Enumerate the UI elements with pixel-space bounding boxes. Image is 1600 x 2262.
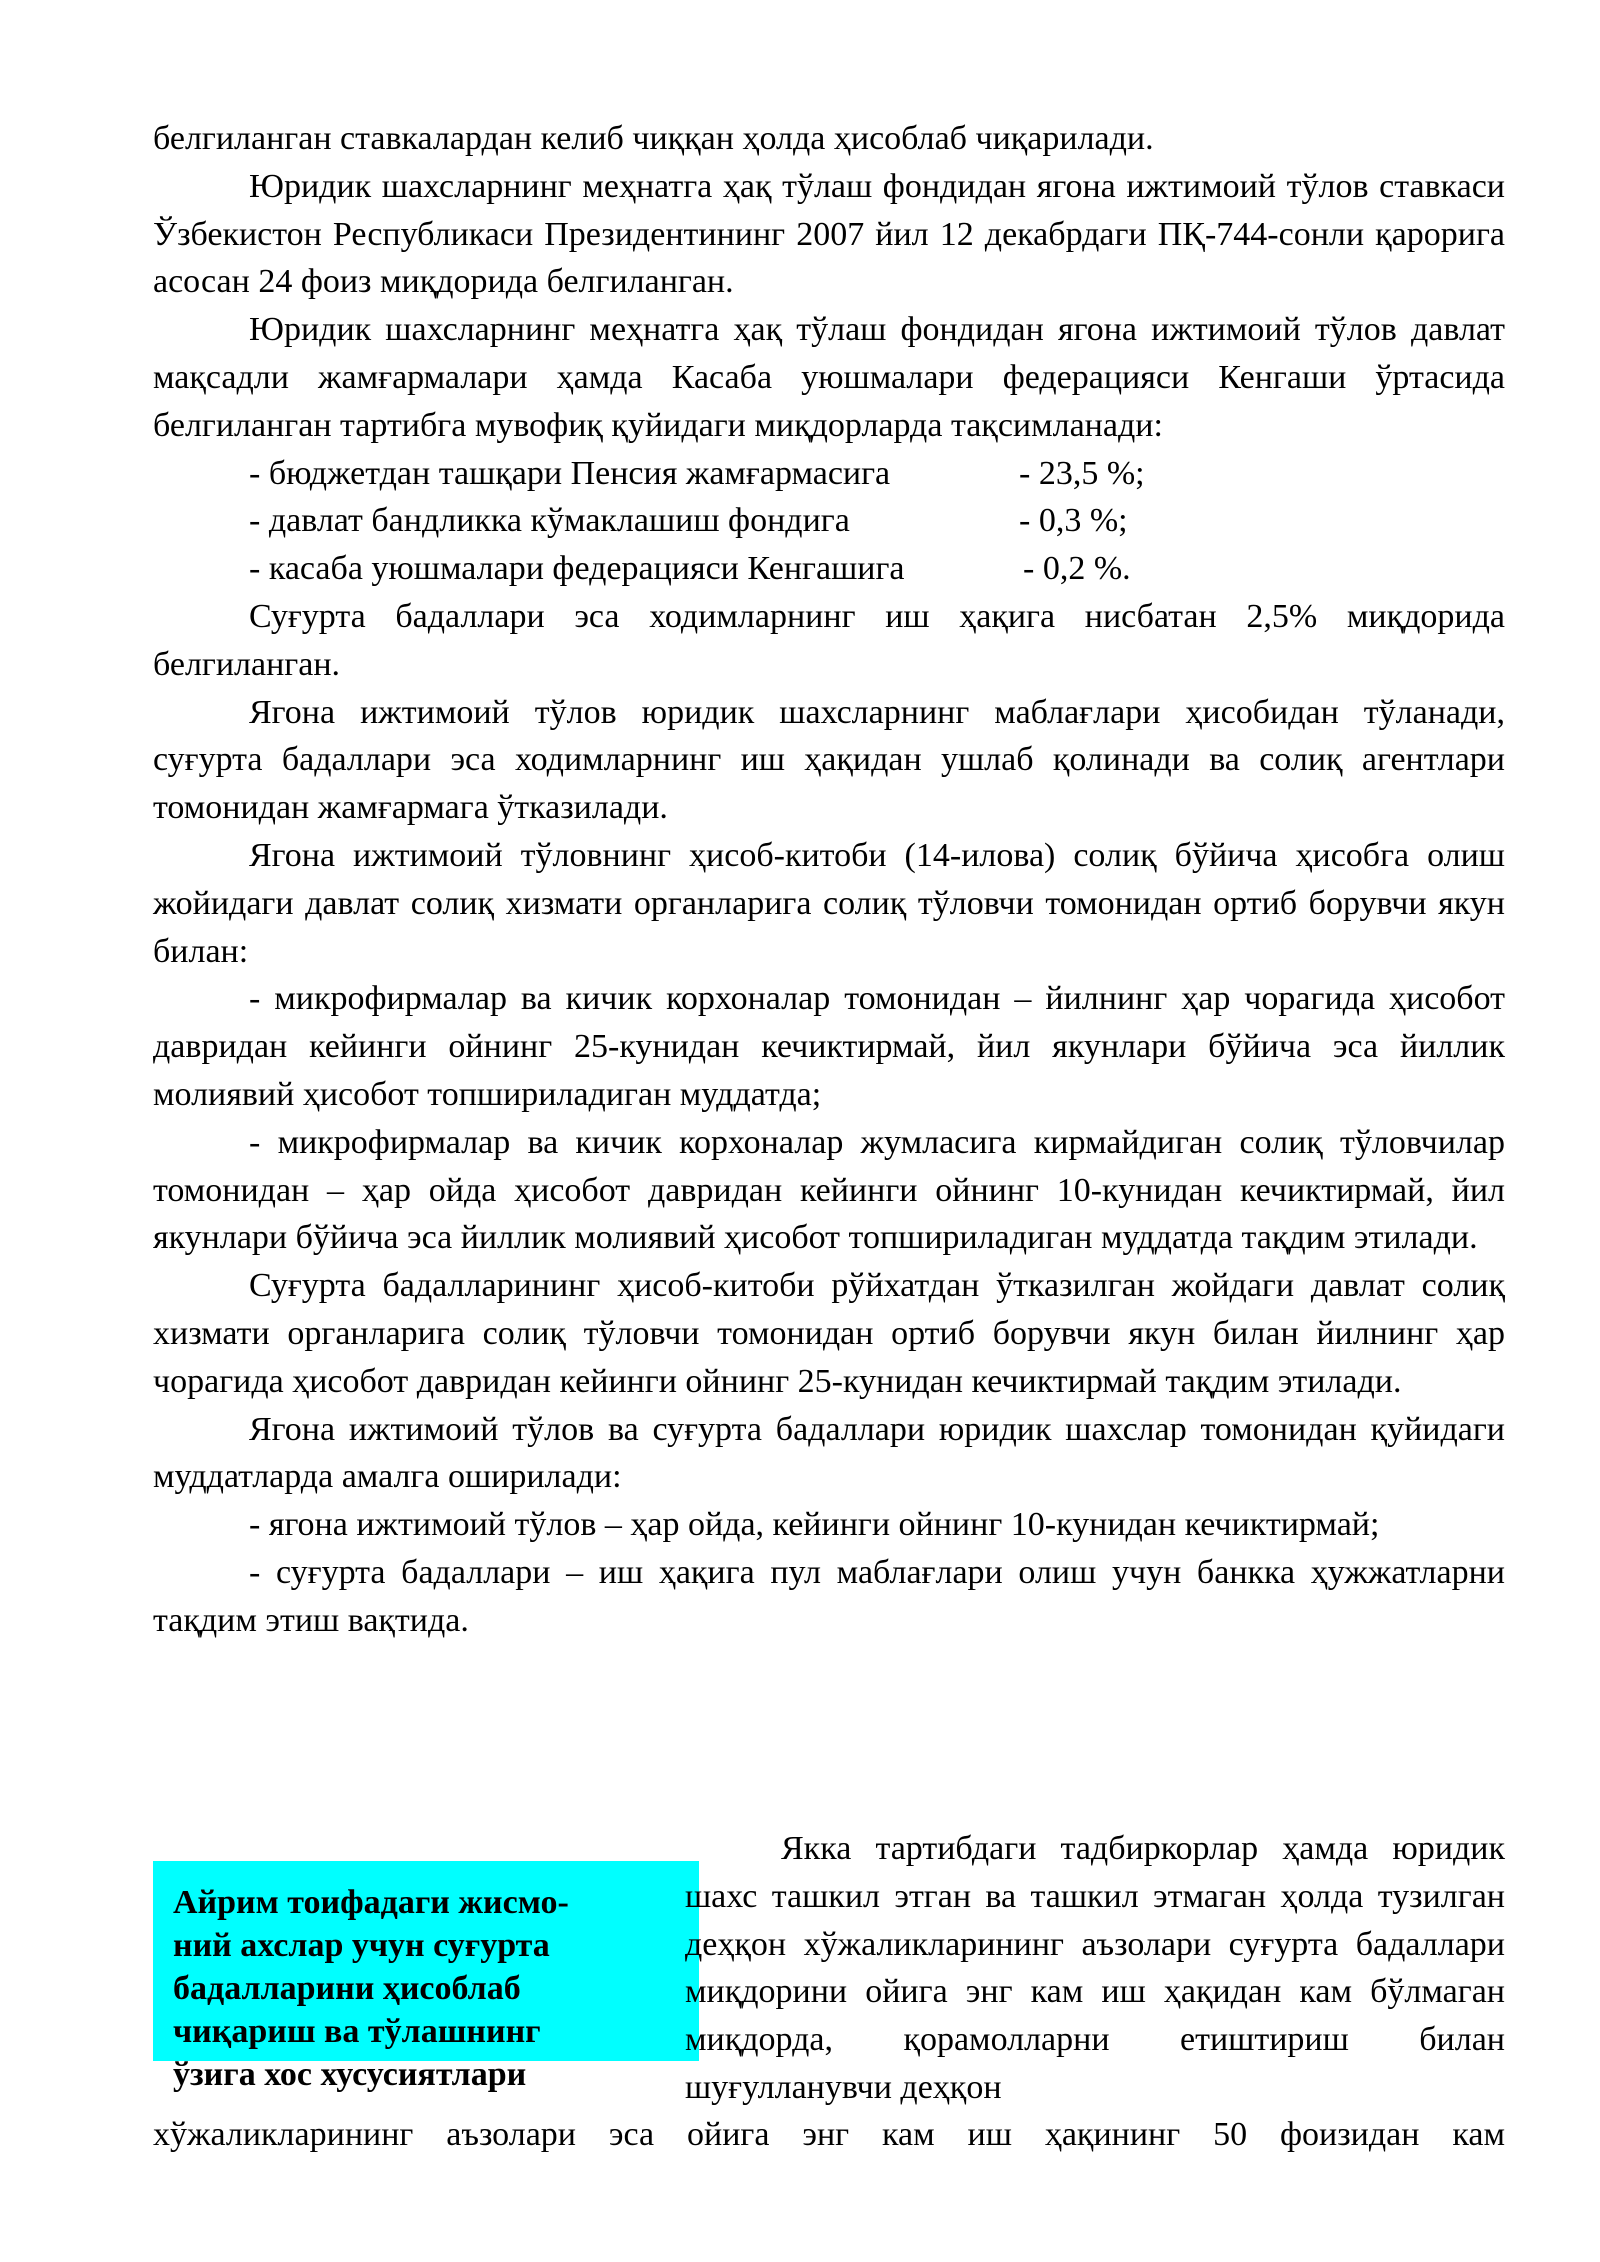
section-title-line: Айрим тоифадаги жисмо-	[173, 1884, 569, 1921]
section-title-line: бадалларини ҳисоблаб	[173, 1970, 521, 2007]
paragraph: - микрофирмалар ва кичик корхоналар жумласига кирмайдиган солиқ тўловчилар томонидан – ҳар ойда ҳисобот давридан кейинги ойнинг 10-кунидан кечиктирмай, йил якунлари бўйича эса йиллик молиявий ҳисобот топшириладиган муддатда тақдим этилади.	[153, 1123, 1505, 1257]
distribution-value: - 23,5 %;	[1019, 454, 1145, 492]
distribution-item	[153, 497, 1505, 545]
paragraph: белгиланган ставкалардан келиб чиққан ҳолда ҳисоблаб чиқарилади.	[153, 120, 1154, 157]
paragraph: - суғурта бадаллари – иш ҳақига пул маблағлари олиш учун банкка ҳужжатларни тақдим этиш вақтида.	[153, 1553, 1505, 1639]
paragraph: Юридик шахсларнинг меҳнатга ҳақ тўлаш фондидан ягона ижтимоий тўлов давлат мақсадли жамғармалари ҳамда Касаба уюшмалари федерацияси Кенгаши ўртасида белгиланган тартибга мувофиқ қуйидаги миқдорларда тақсимланади:	[153, 311, 1505, 444]
distribution-label: - касаба уюшмалари федерацияси Кенгашига	[249, 550, 905, 588]
section-title-line: ний ахслар учун суғурта	[173, 1927, 550, 1964]
paragraph: - микрофирмалар ва кичик корхоналар томонидан – йилнинг ҳар чорагида ҳисобот давридан кейинги ойнинг 25-кунидан кечиктирмай, йил якунлари бўйича эса йиллик молиявий ҳисобот топшириладиган муддатда;	[153, 980, 1505, 1113]
document-body	[153, 115, 1505, 1645]
section-paragraph: Якка тартибдаги тадбиркорлар ҳамда юридик шахс ташкил этган ва ташкил этмаган ҳолда тузилган деҳқон хўжаликларининг аъзолари суғурта бадаллари миқдорини ойига энг кам иш ҳақидан кам бўлмаган миқдорда, қорамолларни етиштириш билан шуғулланувчи деҳқон	[685, 1830, 1505, 2106]
section-title	[173, 1881, 683, 2096]
distribution-value: - 0,2 %.	[1023, 550, 1131, 588]
paragraph: Суғурта бадаллари эса ходимларнинг иш ҳақига нисбатан 2,5% миқдорида белгиланган.	[153, 597, 1505, 683]
distribution-label: - бюджетдан ташқари Пенсия жамғармасига	[249, 454, 891, 492]
section-title-line: ўзига хос хусусиятлари	[173, 2056, 527, 2093]
paragraph: Ягона ижтимоий тўловнинг ҳисоб-китоби (14-илова) солиқ бўйича ҳисобга олиш жойидаги давлат солиқ хизмати органларига солиқ тўловчи томонидан ортиб борувчи якун билан:	[153, 836, 1505, 970]
paragraph: Юридик шахсларнинг меҳнатга ҳақ тўлаш фондидан ягона ижтимоий тўлов ставкаси Ўзбекистон Республикаси Президентининг 2007 йил 12 декабрдаги ПҚ-744-сонли қарорига асосан 24 фоиз миқдорида белгиланган.	[153, 167, 1505, 301]
paragraph: - ягона ижтимоий тўлов – ҳар ойда, кейинги ойнинг 10-кунидан кечиктирмай;	[249, 1506, 1380, 1544]
distribution-item	[153, 450, 1505, 498]
section-title-line: чиқариш ва тўлашнинг	[173, 2013, 541, 2050]
distribution-label: - давлат бандликка кўмаклашиш фондига	[249, 502, 850, 540]
paragraph: Ягона ижтимоий тўлов юридик шахсларнинг маблағлари ҳисобидан тўланади, суғурта бадаллари эса ходимларнинг иш ҳақидан ушлаб қолинади ва солиқ агентлари томонидан жамғармага ўтказилади.	[153, 693, 1505, 827]
distribution-value: - 0,3 %;	[1019, 502, 1128, 540]
section-title-box	[153, 1861, 699, 2093]
distribution-item	[153, 545, 1505, 593]
section-paragraph-continuation: хўжаликларининг аъзолари эса ойига энг кам иш ҳақининг 50 фоизидан кам	[153, 2116, 1505, 2153]
section-block	[153, 1825, 1505, 2155]
paragraph: Суғурта бадалларининг ҳисоб-китоби рўйхатдан ўтказилган жойдаги давлат солиқ хизмати органларига солиқ тўловчи томонидан ортиб борувчи якун билан йилнинг ҳар чорагида ҳисобот давридан кейинги ойнинг 25-кунидан кечиктирмай тақдим этилади.	[153, 1267, 1505, 1400]
distribution-list	[153, 450, 1505, 593]
paragraph: Ягона ижтимоий тўлов ва суғурта бадаллари юридик шахслар томонидан қуйидаги муддатларда амалга оширилади:	[153, 1410, 1505, 1496]
